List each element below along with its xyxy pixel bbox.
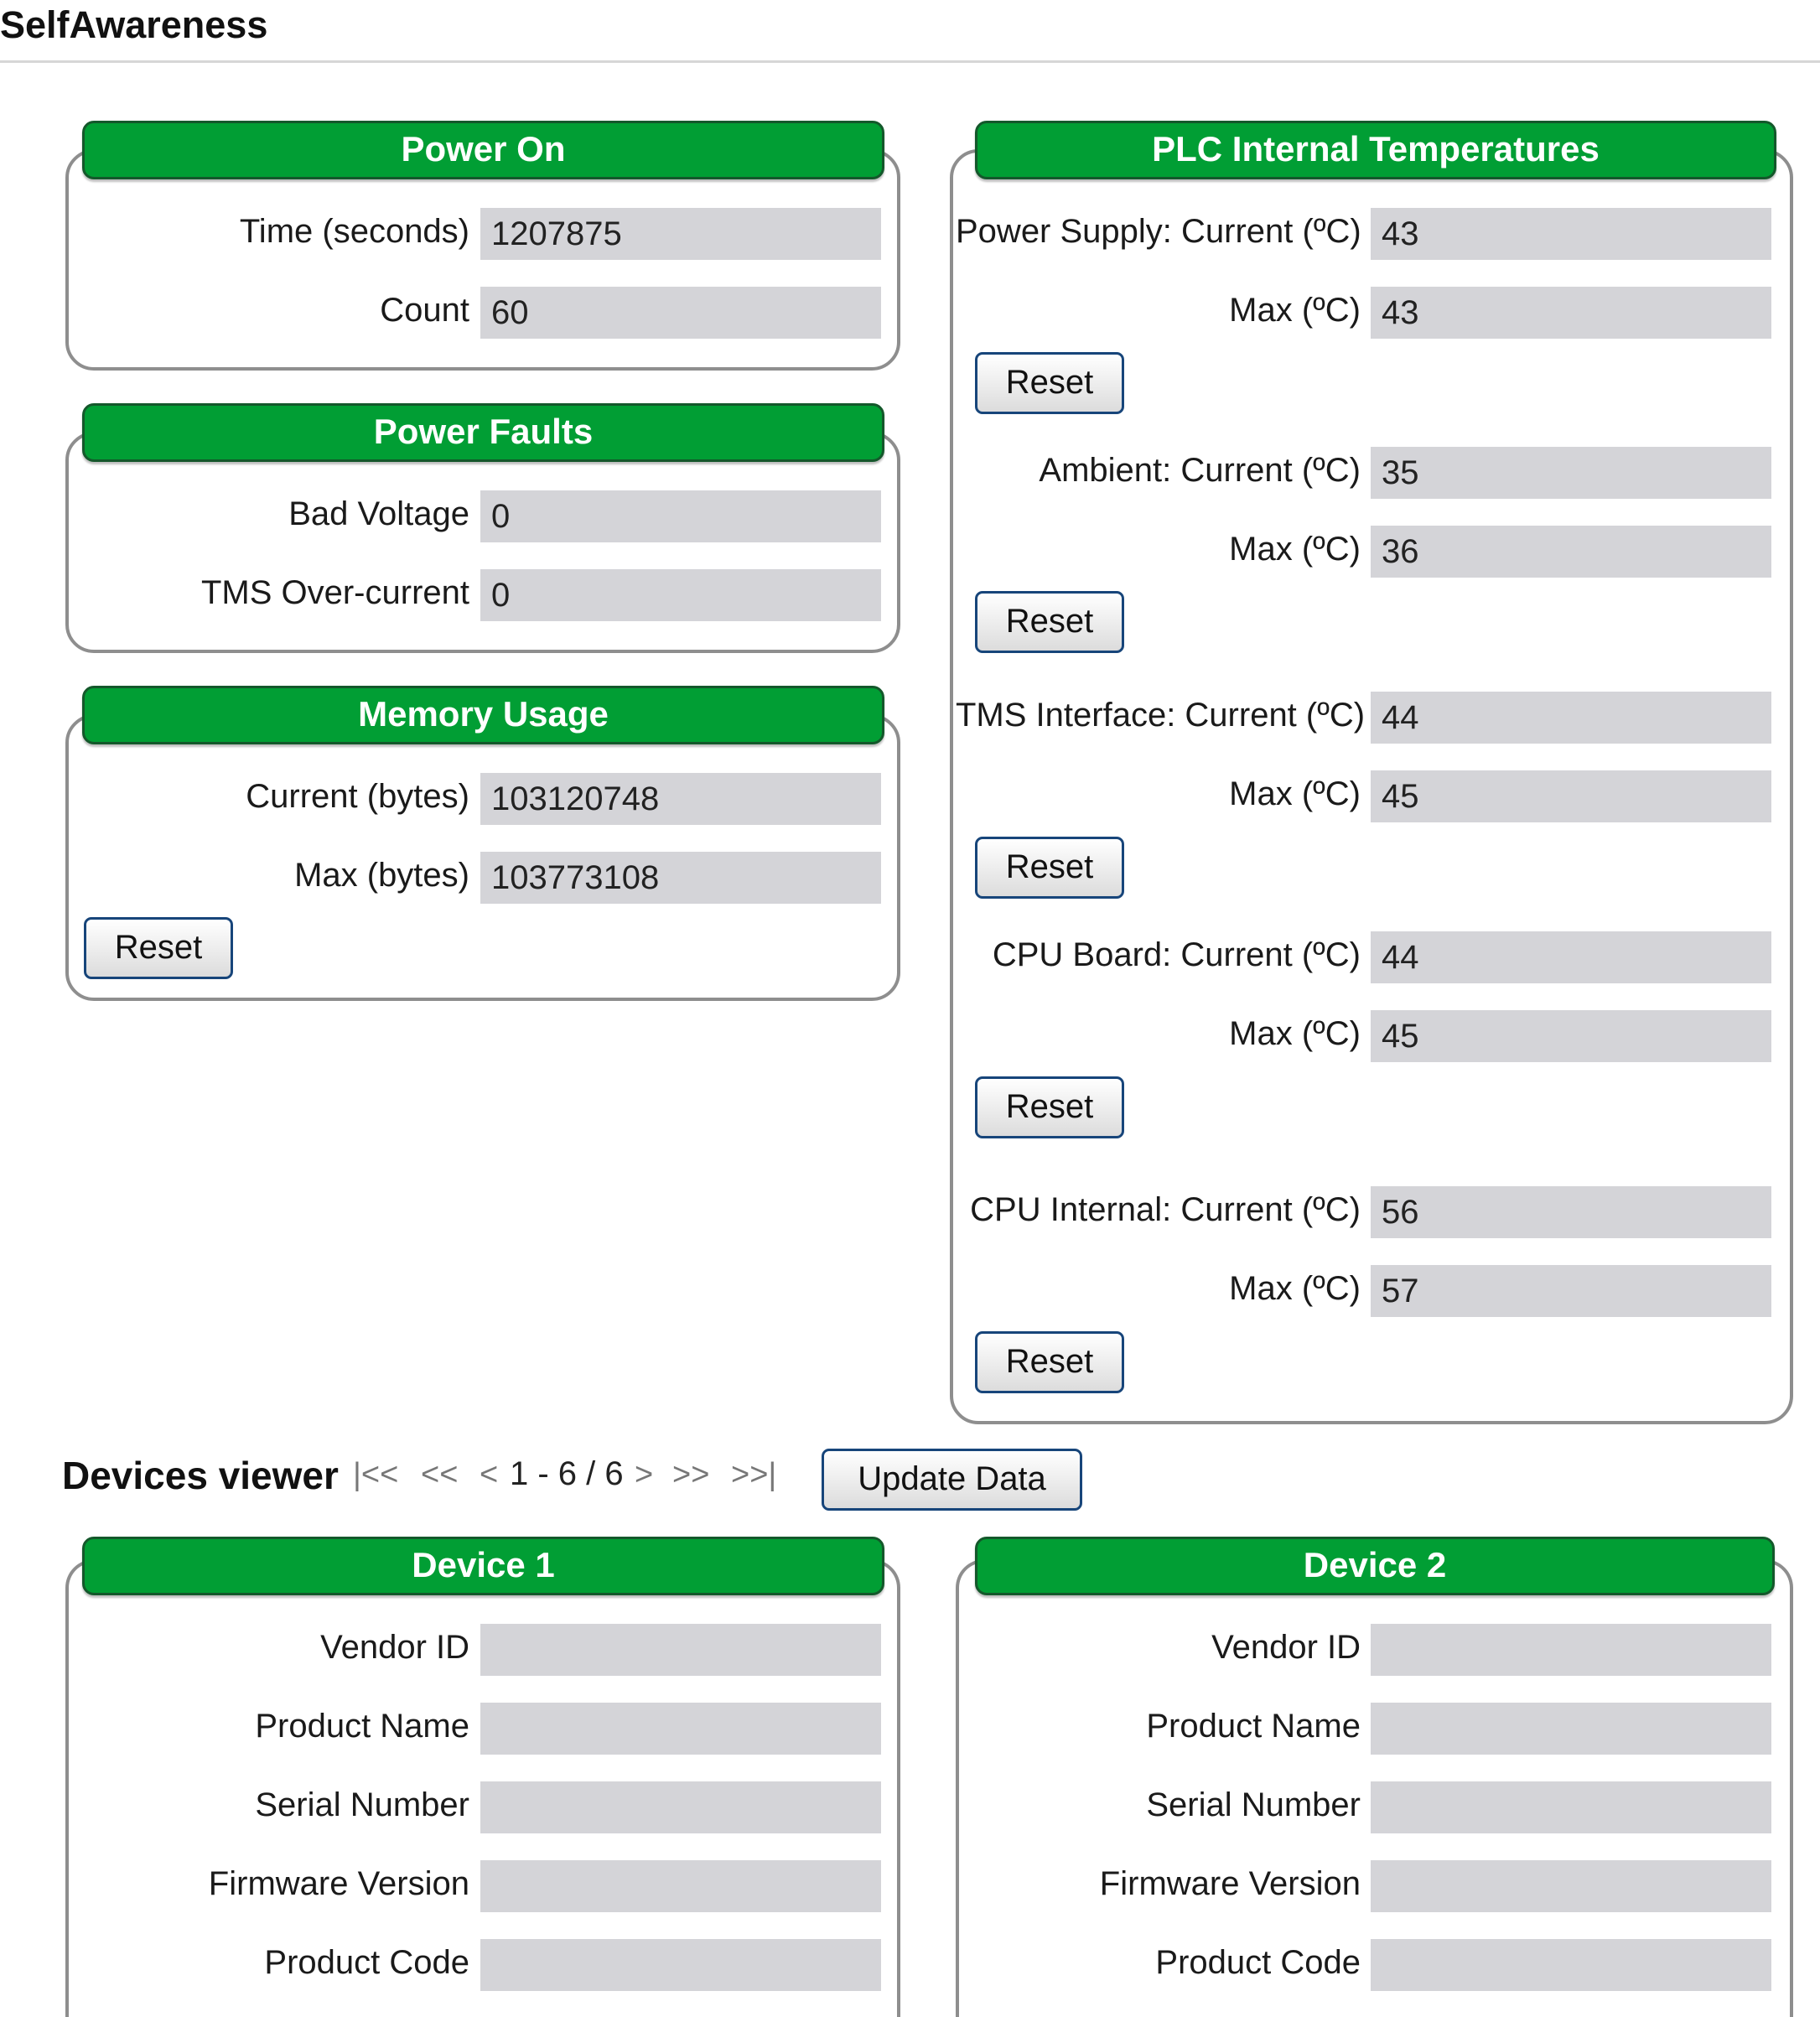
device-2-firmware-version-label: Firmware Version (1099, 1865, 1361, 1902)
device-1-vendor-id-label: Vendor ID (320, 1629, 469, 1666)
pager-range: 1 - 6 / 6 (510, 1455, 624, 1492)
device-2-serial-number-field (1371, 1781, 1771, 1833)
devices-viewer-title: Devices viewer (62, 1454, 339, 1497)
pager-first-link[interactable]: |<< (353, 1457, 399, 1492)
power-on-header: Power On (82, 121, 884, 179)
device-1-serial-number-label: Serial Number (255, 1786, 469, 1823)
tms-interface-reset-button[interactable]: Reset (975, 837, 1124, 899)
count-label: Count (380, 292, 469, 329)
memory-usage-header: Memory Usage (82, 686, 884, 744)
device-2-product-code-field (1371, 1939, 1771, 1991)
memory-max-label: Max (bytes) (294, 857, 469, 894)
cpu-internal-current-field: 56 (1371, 1186, 1771, 1238)
title-divider (0, 60, 1820, 63)
bad-voltage-label: Bad Voltage (288, 495, 469, 532)
device-2-header: Device 2 (975, 1537, 1775, 1595)
tms-interface-max-label: Max (ºC) (1229, 775, 1361, 812)
device-2-product-code-label: Product Code (1155, 1944, 1361, 1981)
device-1-product-code-field (480, 1939, 881, 1991)
power-faults-header: Power Faults (82, 403, 884, 462)
device-1-vendor-id-field (480, 1624, 881, 1676)
power-supply-reset-button[interactable]: Reset (975, 352, 1124, 414)
ambient-reset-button[interactable]: Reset (975, 591, 1124, 653)
device-2-serial-number-label: Serial Number (1146, 1786, 1361, 1823)
power-supply-current-label: Power Supply: Current (ºC) (956, 213, 1361, 250)
memory-max-field: 103773108 (480, 852, 881, 904)
pager-next-page-link[interactable]: >> (672, 1457, 710, 1492)
tms-overcurrent-label: TMS Over-current (200, 574, 469, 611)
page-title: SelfAwareness (0, 3, 268, 46)
device-1-product-name-label: Product Name (255, 1708, 469, 1745)
time-field: 1207875 (480, 208, 881, 260)
cpu-board-current-field: 44 (1371, 931, 1771, 983)
update-data-button[interactable]: Update Data (822, 1449, 1082, 1511)
count-field: 60 (480, 287, 881, 339)
power-supply-max-label: Max (ºC) (1229, 292, 1361, 329)
ambient-max-field: 36 (1371, 526, 1771, 578)
device-1-header: Device 1 (82, 1537, 884, 1595)
device-2-vendor-id-field (1371, 1624, 1771, 1676)
device-2-vendor-id-label: Vendor ID (1211, 1629, 1361, 1666)
pager-next-link[interactable]: > (635, 1457, 654, 1492)
device-2-product-name-label: Product Name (1146, 1708, 1361, 1745)
temperatures-header: PLC Internal Temperatures (975, 121, 1776, 179)
cpu-internal-current-label: CPU Internal: Current (ºC) (970, 1191, 1361, 1228)
ambient-current-field: 35 (1371, 447, 1771, 499)
time-label: Time (seconds) (239, 213, 469, 250)
ambient-max-label: Max (ºC) (1229, 531, 1361, 568)
tms-overcurrent-field: 0 (480, 569, 881, 621)
cpu-internal-reset-button[interactable]: Reset (975, 1331, 1124, 1393)
power-supply-max-field: 43 (1371, 287, 1771, 339)
cpu-board-max-label: Max (ºC) (1229, 1015, 1361, 1052)
cpu-board-max-field: 45 (1371, 1010, 1771, 1062)
device-1-product-code-label: Product Code (264, 1944, 469, 1981)
device-1-firmware-version-label: Firmware Version (208, 1865, 469, 1902)
tms-interface-current-label: TMS Interface: Current (ºC) (956, 697, 1366, 734)
pager-prev-page-link[interactable]: << (421, 1457, 459, 1492)
cpu-internal-max-label: Max (ºC) (1229, 1270, 1361, 1307)
device-2-product-name-field (1371, 1703, 1771, 1755)
device-1-serial-number-field (480, 1781, 881, 1833)
memory-current-label: Current (bytes) (246, 778, 469, 815)
ambient-current-label: Ambient: Current (ºC) (1039, 452, 1361, 489)
tms-interface-max-field: 45 (1371, 770, 1771, 822)
memory-reset-button[interactable]: Reset (84, 917, 233, 979)
cpu-internal-max-field: 57 (1371, 1265, 1771, 1317)
cpu-board-reset-button[interactable]: Reset (975, 1076, 1124, 1138)
tms-interface-current-field: 44 (1371, 692, 1771, 744)
cpu-board-current-label: CPU Board: Current (ºC) (992, 936, 1361, 973)
device-1-firmware-version-field (480, 1860, 881, 1912)
device-2-firmware-version-field (1371, 1860, 1771, 1912)
power-supply-current-field: 43 (1371, 208, 1771, 260)
device-1-product-name-field (480, 1703, 881, 1755)
pager-prev-link[interactable]: < (480, 1457, 499, 1492)
bad-voltage-field: 0 (480, 490, 881, 542)
pager-last-link[interactable]: >>| (731, 1457, 777, 1492)
memory-current-field: 103120748 (480, 773, 881, 825)
